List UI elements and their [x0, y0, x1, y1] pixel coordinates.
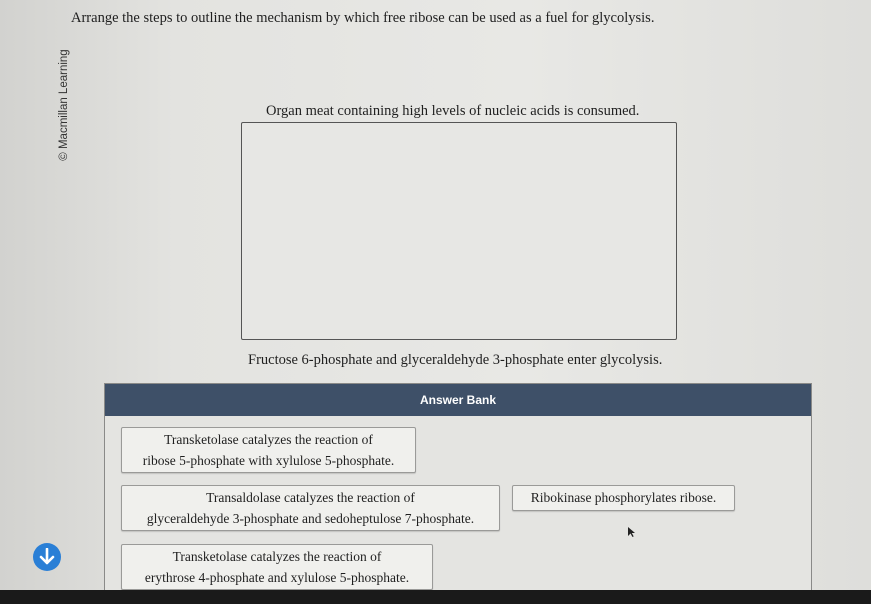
- card-text-line: Transketolase catalyzes the reaction of: [164, 432, 373, 447]
- answer-card-transketolase-erythrose[interactable]: [121, 544, 433, 590]
- card-text-line: erythrose 4-phosphate and xylulose 5-phosphate.: [144, 570, 410, 585]
- answer-card-transaldolase[interactable]: [121, 485, 500, 531]
- card-text-line: ribose 5-phosphate with xylulose 5-phosphate.: [142, 453, 395, 468]
- answer-card-transketolase-ribose[interactable]: [121, 427, 416, 473]
- copyright-label: [56, 40, 72, 170]
- answer-card-ribokinase[interactable]: [512, 485, 735, 511]
- copyright-text: © Macmillan Learning: [58, 49, 70, 161]
- card-text-line: glyceraldehyde 3-phosphate and sedoheptulose 7-phosphate.: [146, 511, 475, 526]
- bottom-edge-bar: [0, 590, 871, 604]
- arrow-down-icon: [39, 548, 55, 566]
- question-prompt: Arrange the steps to outline the mechanism by which free ribose can be used as a fuel for glycolysis.: [71, 10, 655, 26]
- mouse-cursor-icon: [628, 527, 636, 537]
- sequence-drop-zone[interactable]: [241, 122, 677, 340]
- card-text-line: Transaldolase catalyzes the reaction of: [206, 490, 415, 505]
- card-text-line: Transketolase catalyzes the reaction of: [172, 549, 382, 564]
- scroll-down-button[interactable]: [33, 543, 61, 571]
- end-step-label: Fructose 6-phosphate and glyceraldehyde 3-phosphate enter glycolysis.: [248, 352, 663, 368]
- answer-bank-header: Answer Bank: [105, 384, 811, 416]
- card-text-line: Ribokinase phosphorylates ribose.: [530, 490, 717, 505]
- start-step-label: Organ meat containing high levels of nucleic acids is consumed.: [266, 103, 640, 119]
